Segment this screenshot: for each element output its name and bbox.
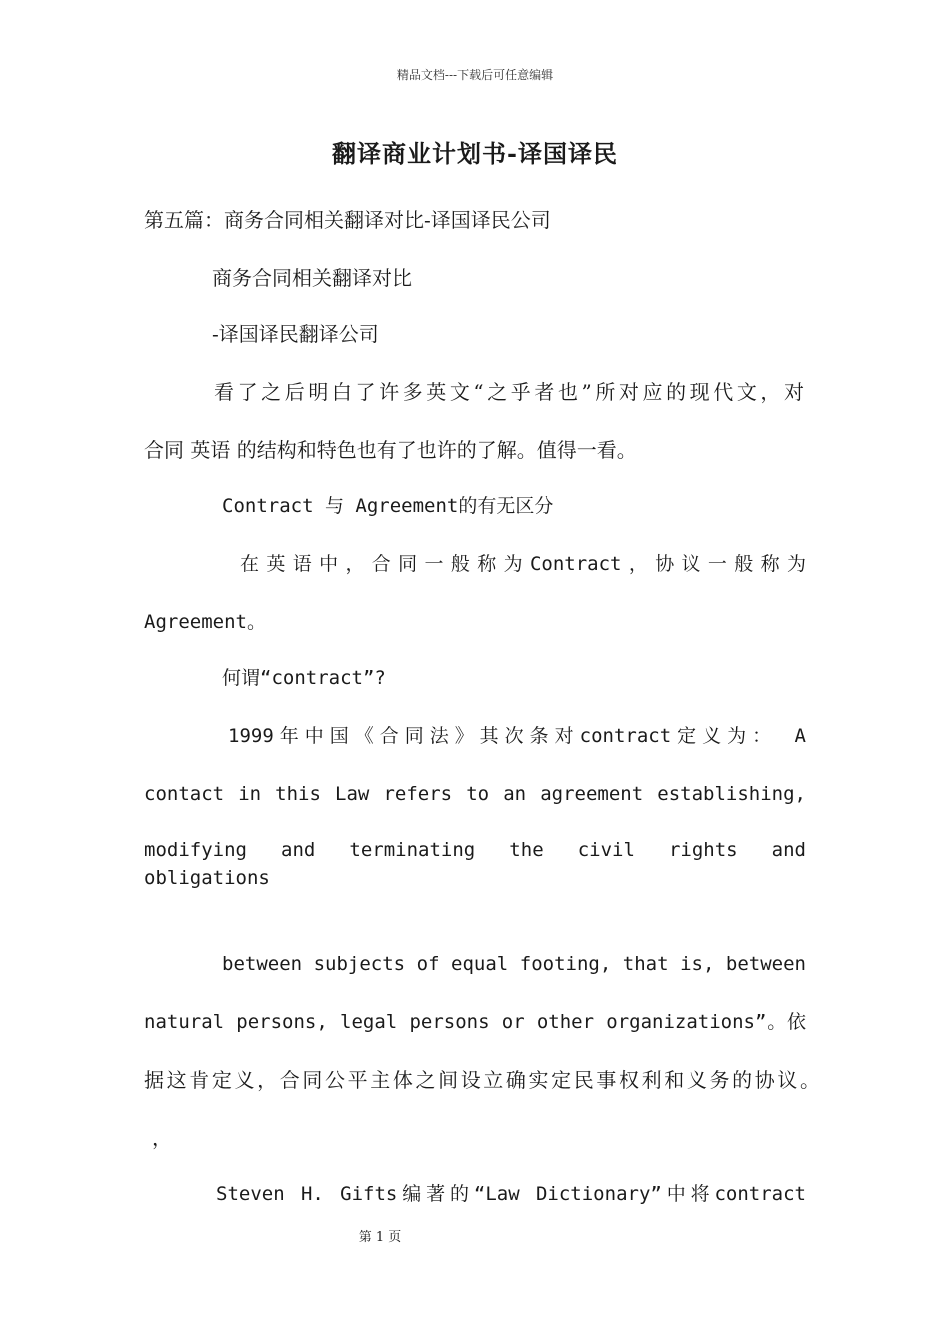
document-title: 翻译商业计划书-译国译民 bbox=[332, 139, 618, 168]
page-number: 第 1 页 bbox=[358, 1230, 402, 1245]
body-line: 1999年中国《合同法》其次条对contract定义为： A bbox=[228, 725, 806, 747]
body-line: between subjects of equal footing, that is, between bbox=[222, 953, 806, 975]
stray-comma: ， bbox=[152, 1126, 172, 1150]
body-line: 合同 英语 的结构和特色也有了也许的了解。值得一看。 bbox=[144, 438, 637, 462]
sub-heading-line: Contract 与 Agreement的有无区分 bbox=[222, 495, 554, 517]
section-heading: 第五篇：商务合同相关翻译对比-译国译民公司 bbox=[144, 208, 551, 232]
body-line: natural persons, legal persons or other organizations”。依 bbox=[144, 1011, 806, 1033]
body-line: 据这肯定义，合同公平主体之间设立确实定民事权利和义务的协议。 bbox=[144, 1068, 820, 1092]
page-header: 精品文档---下载后可任意编辑 bbox=[396, 68, 554, 82]
body-line: Agreement。 bbox=[144, 611, 266, 633]
body-line: modifying and terminating the civil rights and obligations bbox=[144, 839, 806, 889]
body-line: contact in this Law refers to an agreement establishing, bbox=[144, 783, 806, 805]
question-line: 何谓“contract”? bbox=[222, 667, 386, 689]
body-line: 看了之后明白了许多英文“之乎者也”所对应的现代文，对 bbox=[214, 380, 804, 404]
body-line: Steven H. Gifts编著的“Law Dictionary”中将contract bbox=[216, 1183, 806, 1205]
body-line: 在英语中，合同一般称为Contract，协议一般称为 bbox=[240, 553, 806, 575]
subtitle-line: 商务合同相关翻译对比 bbox=[212, 266, 412, 290]
subtitle-company-line: -译国译民翻译公司 bbox=[212, 322, 379, 346]
